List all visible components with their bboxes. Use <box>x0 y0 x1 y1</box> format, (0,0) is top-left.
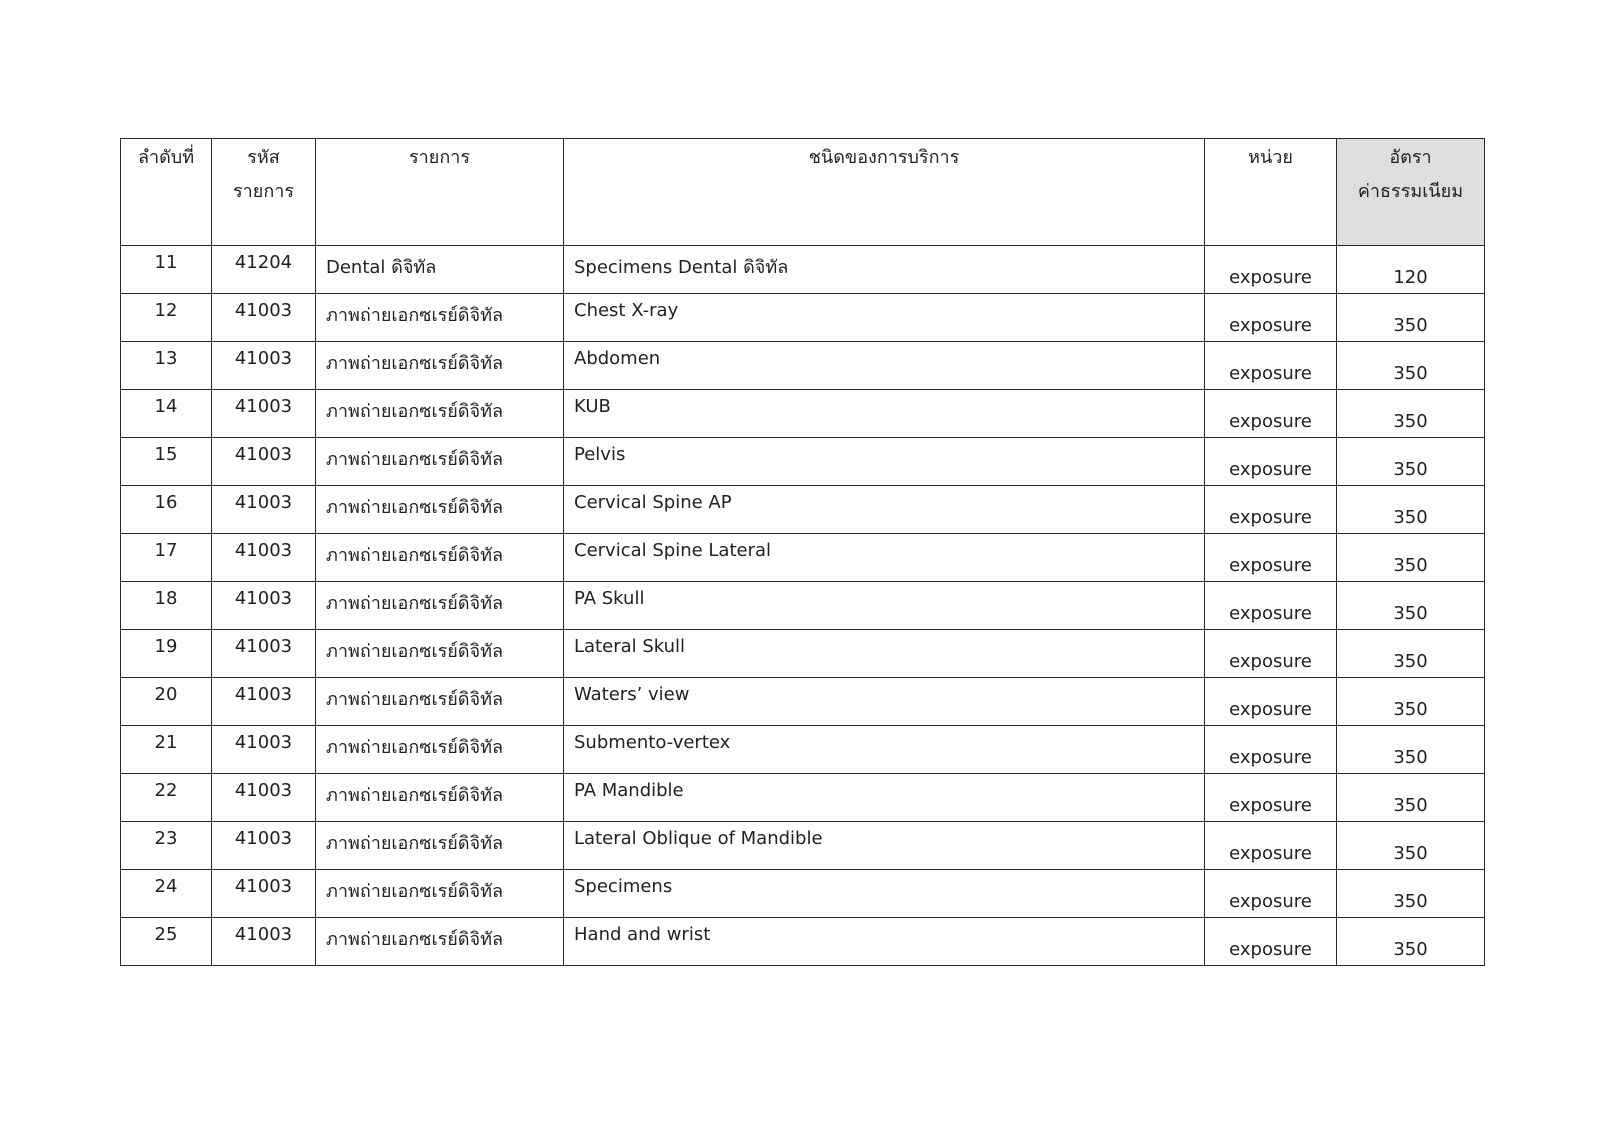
cell-code: 41003 <box>212 774 316 822</box>
header-unit <box>1205 139 1337 246</box>
header-item-label: รายการ <box>409 147 470 168</box>
cell-rate: 350 <box>1337 774 1485 822</box>
table-row <box>121 294 1485 342</box>
table-row <box>121 582 1485 630</box>
cell-item: Dental ดิจิทัล <box>316 246 564 294</box>
cell-seq: 20 <box>121 678 212 726</box>
cell-rate: 120 <box>1337 246 1485 294</box>
table-row <box>121 246 1485 294</box>
header-rate-line1: อัตรา <box>1389 147 1432 168</box>
cell-code: 41204 <box>212 246 316 294</box>
cell-rate: 350 <box>1337 870 1485 918</box>
table-row <box>121 678 1485 726</box>
header-service-type <box>564 139 1205 246</box>
table-row <box>121 486 1485 534</box>
table-row <box>121 918 1485 966</box>
table-header <box>121 139 1485 246</box>
cell-seq: 19 <box>121 630 212 678</box>
cell-service: Abdomen <box>564 342 1205 390</box>
cell-item: ภาพถ่ายเอกซเรย์ดิจิทัล <box>316 918 564 966</box>
table-body <box>121 246 1485 966</box>
cell-code: 41003 <box>212 726 316 774</box>
cell-seq: 24 <box>121 870 212 918</box>
cell-item: ภาพถ่ายเอกซเรย์ดิจิทัล <box>316 342 564 390</box>
cell-seq: 17 <box>121 534 212 582</box>
cell-item: ภาพถ่ายเอกซเรย์ดิจิทัล <box>316 774 564 822</box>
table-row <box>121 726 1485 774</box>
table-row <box>121 438 1485 486</box>
cell-code: 41003 <box>212 678 316 726</box>
cell-item: ภาพถ่ายเอกซเรย์ดิจิทัล <box>316 822 564 870</box>
cell-rate: 350 <box>1337 678 1485 726</box>
cell-seq: 23 <box>121 822 212 870</box>
header-service-type-label: ชนิดของการบริการ <box>808 147 960 168</box>
cell-rate: 350 <box>1337 630 1485 678</box>
cell-unit: exposure <box>1205 726 1337 774</box>
cell-item: ภาพถ่ายเอกซเรย์ดิจิทัล <box>316 294 564 342</box>
header-item <box>316 139 564 246</box>
cell-item: ภาพถ่ายเอกซเรย์ดิจิทัล <box>316 534 564 582</box>
cell-item: ภาพถ่ายเอกซเรย์ดิจิทัล <box>316 726 564 774</box>
cell-seq: 13 <box>121 342 212 390</box>
cell-service: Chest X-ray <box>564 294 1205 342</box>
cell-code: 41003 <box>212 630 316 678</box>
cell-service: Specimens Dental ดิจิทัล <box>564 246 1205 294</box>
cell-unit: exposure <box>1205 870 1337 918</box>
cell-unit: exposure <box>1205 342 1337 390</box>
cell-code: 41003 <box>212 918 316 966</box>
table-row <box>121 390 1485 438</box>
header-unit-label: หน่วย <box>1248 147 1293 168</box>
cell-rate: 350 <box>1337 390 1485 438</box>
cell-seq: 22 <box>121 774 212 822</box>
cell-rate: 350 <box>1337 534 1485 582</box>
cell-item: ภาพถ่ายเอกซเรย์ดิจิทัล <box>316 486 564 534</box>
cell-rate: 350 <box>1337 438 1485 486</box>
cell-code: 41003 <box>212 438 316 486</box>
cell-code: 41003 <box>212 822 316 870</box>
cell-code: 41003 <box>212 342 316 390</box>
cell-unit: exposure <box>1205 246 1337 294</box>
cell-code: 41003 <box>212 390 316 438</box>
cell-service: Cervical Spine AP <box>564 486 1205 534</box>
cell-seq: 16 <box>121 486 212 534</box>
cell-service: Lateral Oblique of Mandible <box>564 822 1205 870</box>
cell-seq: 14 <box>121 390 212 438</box>
cell-rate: 350 <box>1337 486 1485 534</box>
cell-unit: exposure <box>1205 630 1337 678</box>
cell-seq: 12 <box>121 294 212 342</box>
cell-item: ภาพถ่ายเอกซเรย์ดิจิทัล <box>316 870 564 918</box>
cell-service: Submento-vertex <box>564 726 1205 774</box>
cell-item: ภาพถ่ายเอกซเรย์ดิจิทัล <box>316 678 564 726</box>
header-row <box>121 139 1485 246</box>
cell-service: Hand and wrist <box>564 918 1205 966</box>
cell-rate: 350 <box>1337 918 1485 966</box>
cell-service: KUB <box>564 390 1205 438</box>
header-seq <box>121 139 212 246</box>
cell-service: PA Skull <box>564 582 1205 630</box>
cell-unit: exposure <box>1205 390 1337 438</box>
cell-item: ภาพถ่ายเอกซเรย์ดิจิทัล <box>316 582 564 630</box>
cell-seq: 15 <box>121 438 212 486</box>
cell-seq: 25 <box>121 918 212 966</box>
cell-unit: exposure <box>1205 294 1337 342</box>
cell-unit: exposure <box>1205 774 1337 822</box>
cell-unit: exposure <box>1205 582 1337 630</box>
fee-schedule-table <box>120 138 1485 966</box>
cell-service: PA Mandible <box>564 774 1205 822</box>
header-rate-line2: ค่าธรรมเนียม <box>1357 181 1464 202</box>
cell-unit: exposure <box>1205 822 1337 870</box>
cell-rate: 350 <box>1337 822 1485 870</box>
cell-code: 41003 <box>212 534 316 582</box>
cell-rate: 350 <box>1337 726 1485 774</box>
cell-rate: 350 <box>1337 342 1485 390</box>
cell-seq: 21 <box>121 726 212 774</box>
cell-service: Cervical Spine Lateral <box>564 534 1205 582</box>
cell-unit: exposure <box>1205 918 1337 966</box>
cell-code: 41003 <box>212 294 316 342</box>
cell-unit: exposure <box>1205 438 1337 486</box>
cell-item: ภาพถ่ายเอกซเรย์ดิจิทัล <box>316 390 564 438</box>
table-row <box>121 630 1485 678</box>
header-code-line1: รหัส <box>247 147 280 168</box>
cell-service: Pelvis <box>564 438 1205 486</box>
table-row <box>121 774 1485 822</box>
table-row <box>121 870 1485 918</box>
cell-code: 41003 <box>212 870 316 918</box>
cell-rate: 350 <box>1337 294 1485 342</box>
cell-service: Waters’ view <box>564 678 1205 726</box>
cell-service: Lateral Skull <box>564 630 1205 678</box>
header-seq-label: ลำดับที่ <box>137 147 195 168</box>
cell-unit: exposure <box>1205 678 1337 726</box>
cell-item: ภาพถ่ายเอกซเรย์ดิจิทัล <box>316 630 564 678</box>
cell-unit: exposure <box>1205 486 1337 534</box>
cell-seq: 11 <box>121 246 212 294</box>
cell-code: 41003 <box>212 582 316 630</box>
cell-rate: 350 <box>1337 582 1485 630</box>
table-row <box>121 822 1485 870</box>
header-code-line2: รายการ <box>233 181 294 202</box>
table-row <box>121 534 1485 582</box>
cell-seq: 18 <box>121 582 212 630</box>
header-code <box>212 139 316 246</box>
cell-item: ภาพถ่ายเอกซเรย์ดิจิทัล <box>316 438 564 486</box>
table-row <box>121 342 1485 390</box>
cell-unit: exposure <box>1205 534 1337 582</box>
cell-service: Specimens <box>564 870 1205 918</box>
cell-code: 41003 <box>212 486 316 534</box>
header-rate <box>1337 139 1485 246</box>
